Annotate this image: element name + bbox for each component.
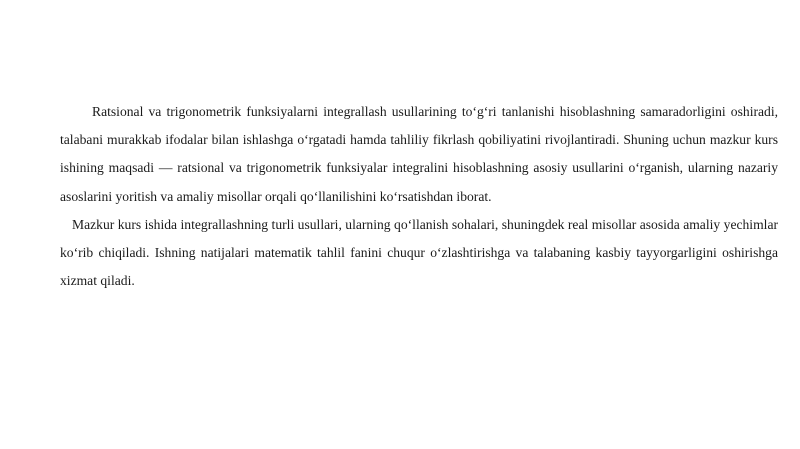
paragraph-2: Mazkur kurs ishida integrallashning turli usullari, ularning qo‘llanish sohalari, shuningdek real misollar asosida amaliy yechimlar ko‘rib chiqiladi. Ishning natijalari matematik tahlil fanini chuqur o‘zlashtirishga va talabaning kasbiy tayyorgarligini oshirishga xizmat qiladi. — [60, 216, 778, 289]
document-body — [60, 98, 778, 295]
paragraph-1: Ratsional va trigonometrik funksiyalarni integrallash usullarining to‘g‘ri tanlanishi hisoblashning samaradorligini oshiradi, talabani murakkab ifodalar bilan ishlashga o‘rgatadi hamda tahliliy fikrlash qobiliyatini rivojlantiradi. Shuning uchun mazkur kurs ishining maqsadi — ratsional va trigonometrik funksiyalar integralini hisoblashning asosiy usullarini o‘rganish, ularning nazariy asoslarini yoritish va amaliy misollar orqali qo‘llanilishini ko‘rsatishdan iborat. — [60, 104, 778, 204]
